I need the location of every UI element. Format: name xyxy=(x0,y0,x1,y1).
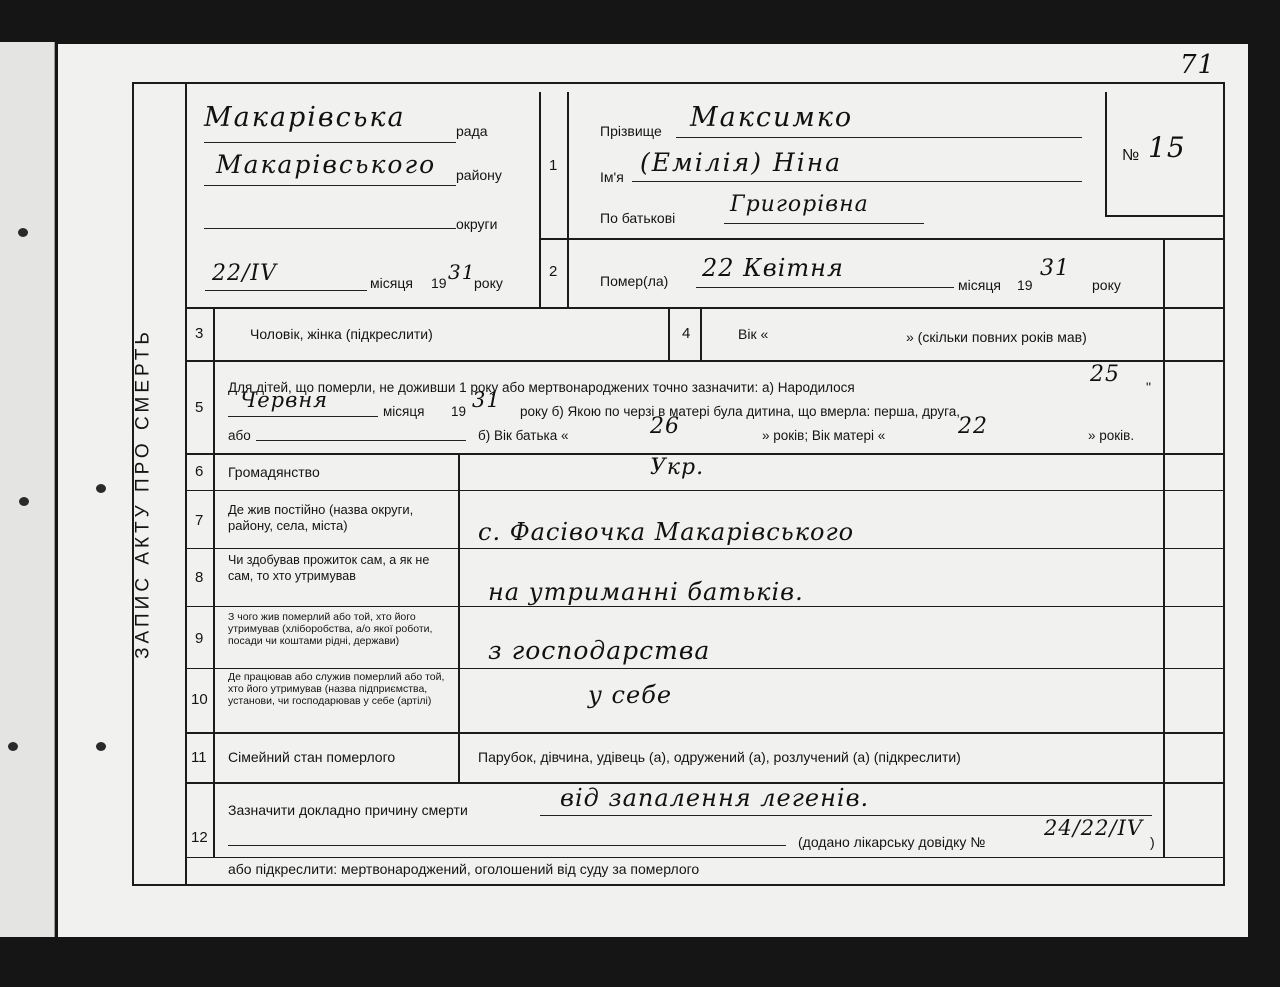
binding-hole xyxy=(18,228,28,237)
row-number: 5 xyxy=(195,399,204,416)
age-suffix: » (скільки повних років мав) xyxy=(906,329,1087,345)
row-number: 3 xyxy=(195,325,204,342)
cause-bottom-text: або підкреслити: мертвонароджений, оголошений від суду за померлого xyxy=(228,861,700,877)
header-bottom xyxy=(185,307,1225,309)
row-number: 6 xyxy=(195,463,204,480)
binding-hole xyxy=(96,742,106,751)
row-number: 9 xyxy=(195,630,204,647)
death-label: Помер(ла) xyxy=(600,273,669,289)
row-number: 4 xyxy=(682,325,691,342)
rada-line xyxy=(204,142,456,143)
binding-hole xyxy=(8,742,18,751)
death-day: 22 Квітня xyxy=(702,254,844,282)
year-label: року xyxy=(474,275,503,291)
row-number: 12 xyxy=(191,829,208,846)
cause-label: Зазначити докладно причину смерти xyxy=(228,802,468,818)
patronymic-line xyxy=(724,223,924,224)
death-year-label: року xyxy=(1092,277,1121,293)
raion-line xyxy=(204,185,456,186)
born-year-prefix: 19 xyxy=(451,404,467,419)
marital-label: Сімейний стан померлого xyxy=(228,749,396,765)
name-line xyxy=(632,181,1082,182)
row-number: 7 xyxy=(195,512,204,529)
born-day: 25 xyxy=(1090,362,1120,387)
mother-age: 22 xyxy=(958,414,988,439)
row-number: 8 xyxy=(195,569,204,586)
born-month: Червня xyxy=(240,388,329,412)
year-value: 31 xyxy=(448,260,476,284)
cause-line-2 xyxy=(228,845,786,846)
income-source-value: з господарства xyxy=(488,636,711,665)
children-line1: Для дітей, що померли, не доживши 1 року або мертвонароджених точно зазначити: а) Народилося xyxy=(228,380,855,395)
row10-bottom xyxy=(185,732,1225,734)
row4-num-divider xyxy=(700,309,702,361)
death-year-value: 31 xyxy=(1040,256,1070,281)
death-day-line xyxy=(696,287,954,288)
years-mid: » років; Вік матері « xyxy=(762,428,886,443)
name-label: Ім'я xyxy=(600,169,624,185)
children-abo: або xyxy=(228,428,251,443)
record-box-bottom xyxy=(1105,215,1223,217)
okruhy-line xyxy=(204,228,456,229)
marital-options: Парубок, дівчина, удівець (а), одружений (а), розлучений (а) (підкреслити) xyxy=(478,749,961,765)
row11-divider xyxy=(458,734,460,782)
workplace-label: Де працював або служив померлий або той, хто його утримував (назва підприємства, установи, чи господарював у себе (артілі) xyxy=(228,671,445,707)
year-prefix: 19 xyxy=(431,275,447,291)
certificate-value: 24/22/IV xyxy=(1044,816,1144,840)
row3-divider xyxy=(668,309,670,361)
registration-date: 22/IV xyxy=(212,261,277,286)
livelihood-label: Чи здобував прожиток сам, а як не сам, то хто утримував xyxy=(228,553,430,583)
row3-bottom xyxy=(185,360,1225,362)
citizenship-value: Укр. xyxy=(650,455,705,480)
workplace-value: у себе xyxy=(588,681,673,709)
num-col-divider xyxy=(567,92,569,307)
row7-bottom xyxy=(185,548,1225,549)
years-end: » років. xyxy=(1088,428,1135,443)
previous-page-edge xyxy=(0,42,55,937)
name-value: (Емілія) Ніна xyxy=(640,148,843,177)
row-number: 2 xyxy=(549,263,558,280)
record-box-left xyxy=(1105,92,1107,217)
surname-value: Максимко xyxy=(690,102,854,133)
rownum-divider xyxy=(213,309,215,857)
title-column-divider xyxy=(185,82,187,886)
inner-right xyxy=(1163,309,1165,857)
cause-value: від запалення легенів. xyxy=(560,784,870,812)
date-line xyxy=(205,290,367,291)
rada-value: Макарівська xyxy=(204,102,406,133)
row-number: 11 xyxy=(191,749,207,766)
page-number: 71 xyxy=(1180,50,1216,80)
binding-hole xyxy=(19,497,29,506)
row-number: 10 xyxy=(191,691,208,708)
row5-bottom xyxy=(185,453,1225,455)
born-month-line xyxy=(228,416,378,417)
surname-label: Прізвище xyxy=(600,123,662,139)
children-line2: року б) Якою по черзі в матері була дитина, що вмерла: перша, друга, xyxy=(520,404,960,419)
rada-label: рада xyxy=(456,123,488,139)
surname-line xyxy=(676,137,1082,138)
citizenship-label: Громадянство xyxy=(228,464,320,480)
patronymic-value: Григорівна xyxy=(730,192,869,217)
born-year-value: 31 xyxy=(472,388,501,412)
row6-bottom xyxy=(185,490,1225,491)
row1-bottom xyxy=(541,238,1223,240)
income-source-label: З чого жив померлий або той, хто його утримував (хліборобства, а/о якої роботи, посади чи коштами рідні, держави) xyxy=(228,611,433,647)
binding-hole xyxy=(96,484,106,493)
father-age-label: б) Вік батька « xyxy=(478,428,569,443)
okruhy-label: округи xyxy=(456,216,498,232)
livelihood-value: на утриманні батьків. xyxy=(488,578,804,606)
born-quote: " xyxy=(1146,379,1151,395)
row9-bottom xyxy=(185,668,1225,669)
vertical-title: ЗАПИС АКТУ ПРО СМЕРТЬ xyxy=(132,328,154,659)
label-col-divider xyxy=(458,455,460,733)
raion-value: Макарівського xyxy=(216,150,437,179)
certificate-label: (додано лікарську довідку № xyxy=(798,834,986,850)
death-month-label: місяця xyxy=(958,277,1001,293)
row-number: 1 xyxy=(549,157,558,174)
row12-inner-bottom xyxy=(185,857,1225,858)
row2-right xyxy=(1163,240,1165,308)
born-month-label: місяця xyxy=(383,404,425,419)
row8-bottom xyxy=(185,606,1225,607)
residence-label: Де жив постійно (назва округи, району, села, міста) xyxy=(228,502,414,534)
record-number-value: 15 xyxy=(1148,131,1186,164)
month-label: місяця xyxy=(370,275,413,291)
sex-options: Чоловік, жінка (підкреслити) xyxy=(250,326,433,342)
header-divider xyxy=(539,92,541,307)
raion-label: району xyxy=(456,167,502,183)
father-age: 26 xyxy=(650,414,680,439)
residence-value: с. Фасівочка Макарівського xyxy=(478,518,855,546)
abo-line xyxy=(256,440,466,441)
form-frame xyxy=(132,82,1225,886)
death-year-prefix: 19 xyxy=(1017,277,1033,293)
certificate-close: ) xyxy=(1150,834,1155,850)
age-label: Вік « xyxy=(738,326,769,342)
patronymic-label: По батькові xyxy=(600,210,676,226)
record-number-label: № xyxy=(1122,147,1140,164)
